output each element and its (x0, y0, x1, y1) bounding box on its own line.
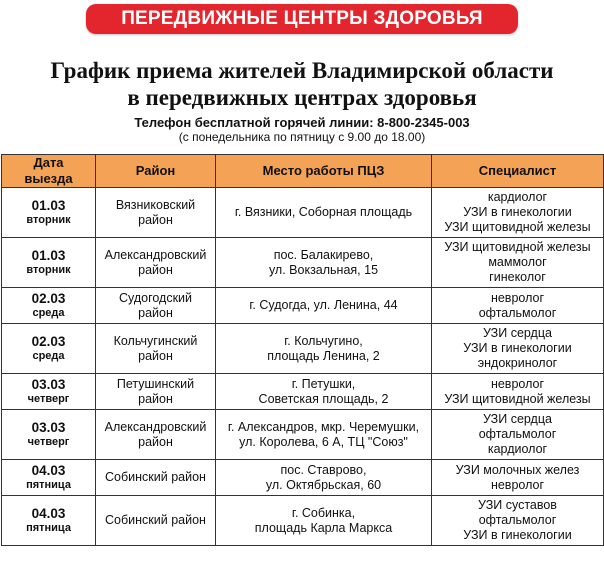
specialist-item: кардиолог (487, 190, 548, 204)
district-cell (96, 460, 216, 496)
specialist-item: УЗИ щитовидной железы (444, 391, 591, 406)
header-specialist: Специалист (432, 155, 604, 188)
place-text: Советская площадь, 2 (258, 391, 389, 406)
header-date (2, 155, 96, 188)
place-text: ул. Октябрьская, 60 (265, 477, 382, 492)
district-text: район (138, 348, 173, 363)
district-text: Вязниковский (115, 197, 196, 212)
place-text: г. Александров, мкр. Черемушки, (227, 419, 420, 434)
district-cell (96, 374, 216, 410)
visit-date: 01.03 (31, 248, 66, 263)
header-place: Место работы ПЦЗ (216, 155, 432, 188)
specialist-cell (432, 410, 604, 460)
place-text: г. Кольчугино, (284, 333, 363, 348)
specialist-item: УЗИ щитовидной железы (444, 220, 591, 234)
specialist-cell (432, 496, 604, 546)
date-cell (2, 460, 96, 496)
district-text: район (138, 262, 173, 277)
visit-weekday: пятница (26, 522, 71, 534)
specialist-item: УЗИ сердца (483, 412, 552, 426)
visit-weekday: четверг (27, 393, 70, 405)
place-text: площадь Карла Маркса (254, 520, 393, 535)
place-cell (216, 288, 432, 324)
specialist-item: офтальмолог (478, 513, 557, 527)
place-cell (216, 410, 432, 460)
specialist-item: кардиолог (487, 442, 548, 456)
district-text: Собинский район (105, 470, 206, 484)
specialist-item: УЗИ в гинекологии (463, 528, 572, 542)
specialist-item: гинеколог (489, 270, 546, 284)
district-text: район (138, 391, 173, 406)
visit-weekday: четверг (27, 436, 70, 448)
specialist-item: УЗИ в гинекологии (463, 341, 572, 355)
title-line-1: График приема жителей Владимирской области (50, 58, 554, 83)
specialist-item: УЗИ в гинекологии (463, 205, 572, 219)
visit-weekday: вторник (26, 214, 71, 226)
place-text: пос. Ставрово, (280, 462, 367, 477)
district-text: Кольчугинский (113, 333, 198, 348)
visit-weekday: вторник (26, 264, 71, 276)
table-row (2, 460, 604, 496)
place-cell (216, 324, 432, 374)
hotline-phone: Телефон бесплатной горячей линии: 8-800-2345-003 (134, 115, 470, 130)
specialist-item: невролог (490, 290, 545, 305)
header-row (2, 155, 604, 188)
table-header (2, 155, 604, 188)
place-text: г. Собинка, (291, 505, 356, 520)
place-cell (216, 238, 432, 288)
header-date-line-1: Дата (33, 155, 64, 170)
date-cell (2, 288, 96, 324)
place-cell (216, 460, 432, 496)
specialist-item: офтальмолог (478, 427, 557, 441)
schedule-table (1, 154, 604, 546)
specialist-cell (432, 238, 604, 288)
specialist-item: невролог (490, 376, 545, 391)
district-text: Петушинский (116, 376, 195, 391)
specialist-item: эндокринолог (477, 356, 558, 370)
table-row (2, 324, 604, 374)
specialist-item: УЗИ щитовидной железы (444, 240, 591, 254)
date-cell (2, 324, 96, 374)
banner-title: ПЕРЕДВИЖНЫЕ ЦЕНТРЫ ЗДОРОВЬЯ (121, 8, 483, 29)
table-row (2, 374, 604, 410)
place-text: ул. Вокзальная, 15 (268, 262, 379, 277)
place-text: площадь Ленина, 2 (267, 348, 380, 363)
place-cell (216, 496, 432, 546)
specialist-cell (432, 374, 604, 410)
place-text: г. Судогда, ул. Ленина, 44 (249, 298, 398, 312)
visit-date: 03.03 (31, 377, 66, 392)
date-cell (2, 374, 96, 410)
specialist-item: УЗИ сердца (483, 326, 552, 340)
district-text: Судогодский (118, 290, 193, 305)
visit-weekday: пятница (26, 479, 71, 491)
specialist-item: УЗИ молочных желез (455, 462, 580, 477)
place-text: ул. Королева, 6 А, ТЦ "Союз" (239, 434, 408, 449)
district-cell (96, 324, 216, 374)
district-cell (96, 410, 216, 460)
visit-date: 04.03 (31, 463, 66, 478)
visit-date: 01.03 (31, 198, 66, 213)
table-row (2, 288, 604, 324)
specialist-cell (432, 460, 604, 496)
specialist-cell (432, 324, 604, 374)
visit-date: 02.03 (31, 291, 66, 306)
specialist-item: УЗИ суставов (478, 498, 557, 512)
specialist-cell (432, 288, 604, 324)
place-cell (216, 188, 432, 238)
place-text: пос. Балакирево, (273, 247, 374, 262)
visit-date: 03.03 (31, 420, 66, 435)
visit-weekday: среда (32, 307, 65, 319)
district-text: район (138, 212, 173, 227)
district-cell (96, 188, 216, 238)
table-row (2, 188, 604, 238)
visit-weekday: среда (32, 350, 65, 362)
hotline-hours: (с понедельника по пятницу с 9.00 до 18.00) (178, 130, 426, 144)
place-text: г. Петушки, (291, 376, 356, 391)
header-district: Район (96, 155, 216, 188)
district-text: Александровский (104, 419, 207, 434)
title-line-2: в передвижных центрах здоровья (127, 85, 477, 110)
specialist-item: невролог (490, 477, 545, 492)
page-title (0, 57, 604, 111)
district-text: Собинский район (105, 513, 206, 527)
specialist-item: маммолог (488, 255, 547, 269)
table-row (2, 238, 604, 288)
header-date-line-2: выезда (24, 171, 73, 186)
place-cell (216, 374, 432, 410)
specialist-cell (432, 188, 604, 238)
date-cell (2, 188, 96, 238)
table-row (2, 410, 604, 460)
visit-date: 02.03 (31, 334, 66, 349)
place-text: г. Вязники, Соборная площадь (234, 205, 413, 219)
district-text: район (138, 434, 173, 449)
district-cell (96, 288, 216, 324)
header-banner (86, 4, 518, 34)
table-body (2, 188, 604, 546)
table-row (2, 496, 604, 546)
date-cell (2, 238, 96, 288)
visit-date: 04.03 (31, 506, 66, 521)
district-text: Александровский (104, 247, 207, 262)
district-cell (96, 496, 216, 546)
date-cell (2, 496, 96, 546)
date-cell (2, 410, 96, 460)
district-text: район (138, 305, 173, 320)
district-cell (96, 238, 216, 288)
specialist-item: офтальмолог (478, 305, 557, 320)
